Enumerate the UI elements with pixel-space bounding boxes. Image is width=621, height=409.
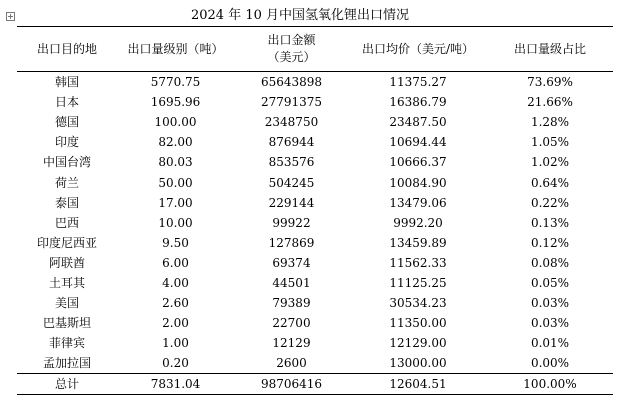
cell-volume: 1695.96 (150, 95, 201, 110)
table-row (17, 132, 613, 152)
table-row (17, 193, 613, 213)
cell-share: 0.22% (530, 195, 570, 210)
cell-share: 1.05% (530, 135, 570, 150)
header-row (17, 27, 613, 72)
export-table (17, 26, 613, 395)
header-amount-line1: 出口金额 (267, 33, 316, 47)
cell-share: 0.13% (530, 215, 570, 230)
cell-avg-price: 10666.37 (389, 155, 447, 170)
cell-avg-price: 11562.33 (389, 255, 447, 270)
cell-volume: 17.00 (158, 195, 193, 210)
cell-amount: 12129 (272, 336, 311, 351)
cell-avg-price: 16386.79 (389, 95, 447, 110)
cell-destination: 德国 (54, 115, 79, 130)
cell-amount: 22700 (272, 316, 311, 331)
total-volume: 7831.04 (117, 374, 234, 395)
header-share: 出口量级占比 (487, 27, 613, 72)
table-row (17, 353, 613, 374)
cell-share: 0.03% (530, 296, 570, 311)
cell-avg-price: 13000.00 (389, 356, 447, 371)
header-volume: 出口量级别（吨） (117, 27, 234, 72)
cell-destination: 印度尼西亚 (36, 235, 97, 250)
cell-avg-price: 13459.89 (389, 235, 447, 250)
cell-share: 73.69% (527, 75, 573, 90)
total-avg-price: 12604.51 (349, 374, 487, 395)
table-row (17, 273, 613, 293)
cell-destination: 菲律宾 (48, 336, 85, 351)
cell-amount: 79389 (272, 296, 311, 311)
cell-volume: 0.20 (162, 356, 189, 371)
total-row (17, 374, 613, 395)
cell-amount: 99922 (272, 215, 311, 230)
cell-avg-price: 23487.50 (389, 115, 447, 130)
cell-destination: 土耳其 (48, 275, 85, 290)
cell-share: 21.66% (527, 95, 573, 110)
header-destination: 出口目的地 (17, 27, 117, 72)
cell-avg-price: 11125.25 (389, 275, 447, 290)
header-avg-price: 出口均价（美元/吨） (349, 27, 487, 72)
cell-amount: 853576 (268, 155, 315, 170)
cell-avg-price: 30534.23 (389, 296, 447, 311)
cell-destination: 日本 (54, 95, 79, 110)
cell-share: 0.00% (530, 356, 570, 371)
cell-destination: 印度 (54, 135, 79, 150)
cell-volume: 9.50 (162, 235, 189, 250)
table-row (17, 313, 613, 333)
cell-share: 1.28% (530, 115, 570, 130)
cell-avg-price: 12129.00 (389, 336, 447, 351)
table-row (17, 333, 613, 353)
table-row (17, 213, 613, 233)
cell-amount: 69374 (272, 255, 311, 270)
table-row (17, 293, 613, 313)
cell-amount: 44501 (272, 275, 311, 290)
cell-amount: 65643898 (260, 75, 323, 90)
cell-amount: 27791375 (260, 95, 323, 110)
cell-amount: 2348750 (264, 115, 319, 130)
cell-amount: 229144 (268, 195, 315, 210)
cell-volume: 82.00 (158, 135, 193, 150)
cell-destination: 中国台湾 (42, 155, 91, 170)
cell-amount: 876944 (268, 135, 315, 150)
table-row (17, 233, 613, 253)
cell-destination: 巴西 (54, 215, 79, 230)
cell-amount: 127869 (268, 235, 315, 250)
cell-avg-price: 11375.27 (389, 75, 447, 90)
cell-volume: 2.00 (162, 316, 189, 331)
header-amount (234, 27, 349, 72)
cell-volume: 100.00 (154, 115, 197, 130)
cell-share: 0.08% (530, 255, 570, 270)
cell-share: 0.03% (530, 316, 570, 331)
cell-volume: 80.03 (158, 155, 193, 170)
cell-share: 0.64% (530, 175, 570, 190)
cell-share: 0.12% (530, 235, 570, 250)
cell-share: 1.02% (530, 155, 570, 170)
cell-destination: 阿联酋 (48, 255, 85, 270)
table-row (17, 172, 613, 192)
cell-volume: 10.00 (158, 215, 193, 230)
cell-volume: 4.00 (162, 275, 189, 290)
cell-amount: 2600 (276, 356, 307, 371)
cell-destination: 巴基斯坦 (42, 316, 91, 331)
cell-destination: 韩国 (54, 75, 79, 90)
cell-destination: 美国 (54, 296, 79, 311)
cell-avg-price: 10084.90 (389, 175, 447, 190)
cell-destination: 孟加拉国 (42, 356, 91, 371)
cell-volume: 5770.75 (150, 75, 201, 90)
cell-destination: 荷兰 (54, 175, 79, 190)
table-row (17, 92, 613, 112)
cell-avg-price: 11350.00 (389, 316, 447, 331)
cell-avg-price: 13479.06 (389, 195, 447, 210)
table-title: 2024 年 10 月中国氢氧化锂出口情况 (190, 8, 410, 23)
cell-volume: 6.00 (162, 255, 189, 270)
cell-avg-price: 10694.44 (389, 135, 447, 150)
total-label: 总计 (17, 374, 117, 395)
cell-share: 0.05% (530, 275, 570, 290)
cell-volume: 2.60 (162, 296, 189, 311)
total-share: 100.00% (487, 374, 613, 395)
cell-avg-price: 9992.20 (393, 215, 443, 230)
cell-volume: 1.00 (162, 336, 189, 351)
header-amount-line2: （美元） (267, 50, 316, 64)
cell-volume: 50.00 (158, 175, 193, 190)
cell-destination: 泰国 (54, 195, 79, 210)
table-row (17, 72, 613, 93)
cell-share: 0.01% (530, 336, 570, 351)
table-row (17, 152, 613, 172)
cell-amount: 504245 (268, 175, 315, 190)
table-row (17, 253, 613, 273)
total-amount: 98706416 (234, 374, 349, 395)
table-row (17, 112, 613, 132)
